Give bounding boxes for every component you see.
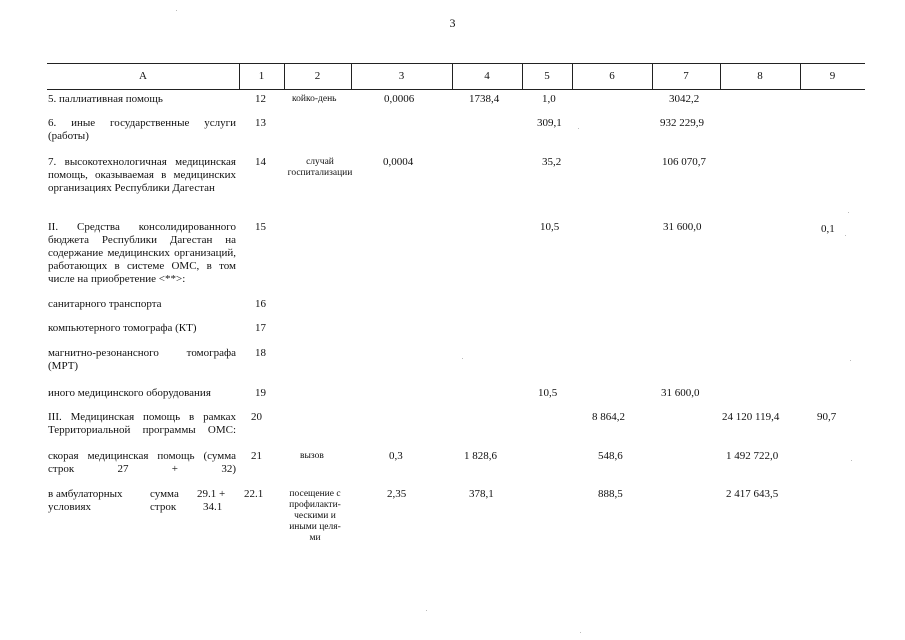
row-unit: случай госпитализации [287, 157, 353, 178]
row-col-7: 31 600,0 [663, 221, 702, 233]
scan-speck [851, 460, 852, 461]
row-col-8: 2 417 643,5 [726, 488, 779, 500]
row-col-7: 106 070,7 [662, 156, 706, 168]
row-number: 18 [255, 347, 266, 359]
header-col-3: 3 [398, 70, 405, 82]
row-description: скорая медицинская помощь (сумма строк 27 + 32) [48, 450, 236, 475]
row-col-3: 2,35 [387, 488, 407, 500]
row-col-5: 309,1 [537, 117, 562, 129]
header-col-1: 1 [258, 70, 265, 82]
row-col-6: 888,5 [598, 488, 623, 500]
row-description: иного медицинского оборудования [48, 387, 211, 399]
row-number: 17 [255, 322, 266, 334]
row-number: 22.1 [244, 488, 264, 500]
row-number: 19 [255, 387, 266, 399]
scan-speck [578, 128, 579, 129]
row-col-5: 1,0 [542, 93, 556, 105]
row-description-part: 29.1 + [197, 488, 226, 500]
row-number: 14 [255, 156, 266, 168]
row-col-5: 35,2 [542, 156, 562, 168]
row-col-6: 8 864,2 [592, 411, 625, 423]
row-col-4: 378,1 [469, 488, 494, 500]
row-number: 21 [251, 450, 262, 462]
row-unit: посещение с профилакти-ческими и иными целя-ми [289, 489, 341, 543]
row-col-5: 10,5 [540, 221, 560, 233]
row-number: 12 [255, 93, 266, 105]
row-col-9: 0,1 [821, 223, 835, 235]
page-number: 3 [449, 16, 456, 30]
row-col-4: 1 828,6 [464, 450, 497, 462]
scan-speck [850, 360, 851, 361]
row-description-part: 34.1 [203, 501, 223, 513]
header-col-2: 2 [314, 70, 321, 82]
row-col-9: 90,7 [817, 411, 837, 423]
row-description-part: сумма [150, 488, 179, 500]
scan-speck [426, 610, 427, 611]
scan-speck [845, 235, 846, 236]
scan-speck [462, 358, 463, 359]
row-col-3: 0,0006 [384, 93, 415, 105]
row-col-7: 3042,2 [669, 93, 700, 105]
row-description: III. Медицинская помощь в рамках Территориальной программы ОМС: [48, 411, 236, 436]
row-description: компьютерного томографа (КТ) [48, 322, 197, 334]
header-col-5: 5 [544, 70, 550, 82]
header-col-8: 8 [757, 70, 763, 82]
row-col-4: 1738,4 [469, 93, 500, 105]
row-description: II. Средства консолидированного бюджета Республики Дагестан на содержание медицинских организаций, работающих в системе ОМС, в том числе на приобретение <**>: [48, 221, 236, 285]
row-col-5: 10,5 [538, 387, 558, 399]
scan-speck [580, 632, 581, 633]
row-col-8: 24 120 119,4 [722, 411, 780, 423]
row-number: 20 [251, 411, 262, 423]
row-col-6: 548,6 [598, 450, 623, 462]
row-col-8: 1 492 722,0 [726, 450, 779, 462]
table-header [47, 63, 865, 90]
header-col-a: А [139, 70, 147, 82]
header-col-6: 6 [609, 70, 615, 82]
row-col-3: 0,0004 [383, 156, 414, 168]
row-description: магнитно-резонансного томографа (МРТ) [48, 347, 236, 372]
row-description: 5. паллиативная помощь [48, 93, 163, 105]
header-col-4: 4 [484, 70, 490, 82]
row-col-7: 932 229,9 [660, 117, 704, 129]
row-description-part: условиях [48, 501, 92, 513]
row-number: 16 [255, 298, 266, 310]
scan-speck [176, 10, 177, 11]
row-description: 7. высокотехнологичная медицинская помощь, оказываемая в медицинских организациях Республики Дагестан [48, 156, 236, 194]
row-number: 15 [255, 221, 266, 233]
header-col-9: 9 [829, 70, 836, 82]
row-unit: вызов [300, 451, 324, 461]
row-description: санитарного транспорта [48, 298, 162, 310]
row-description-part: в амбулаторных [48, 488, 123, 500]
row-col-7: 31 600,0 [661, 387, 700, 399]
row-description: 6. иные государственные услуги (работы) [48, 117, 236, 142]
row-number: 13 [255, 117, 266, 129]
row-unit: койко-день [292, 94, 337, 104]
scan-speck [848, 212, 849, 213]
header-col-7: 7 [683, 70, 689, 82]
row-description-part: строк [150, 501, 177, 513]
row-col-3: 0,3 [389, 450, 403, 462]
